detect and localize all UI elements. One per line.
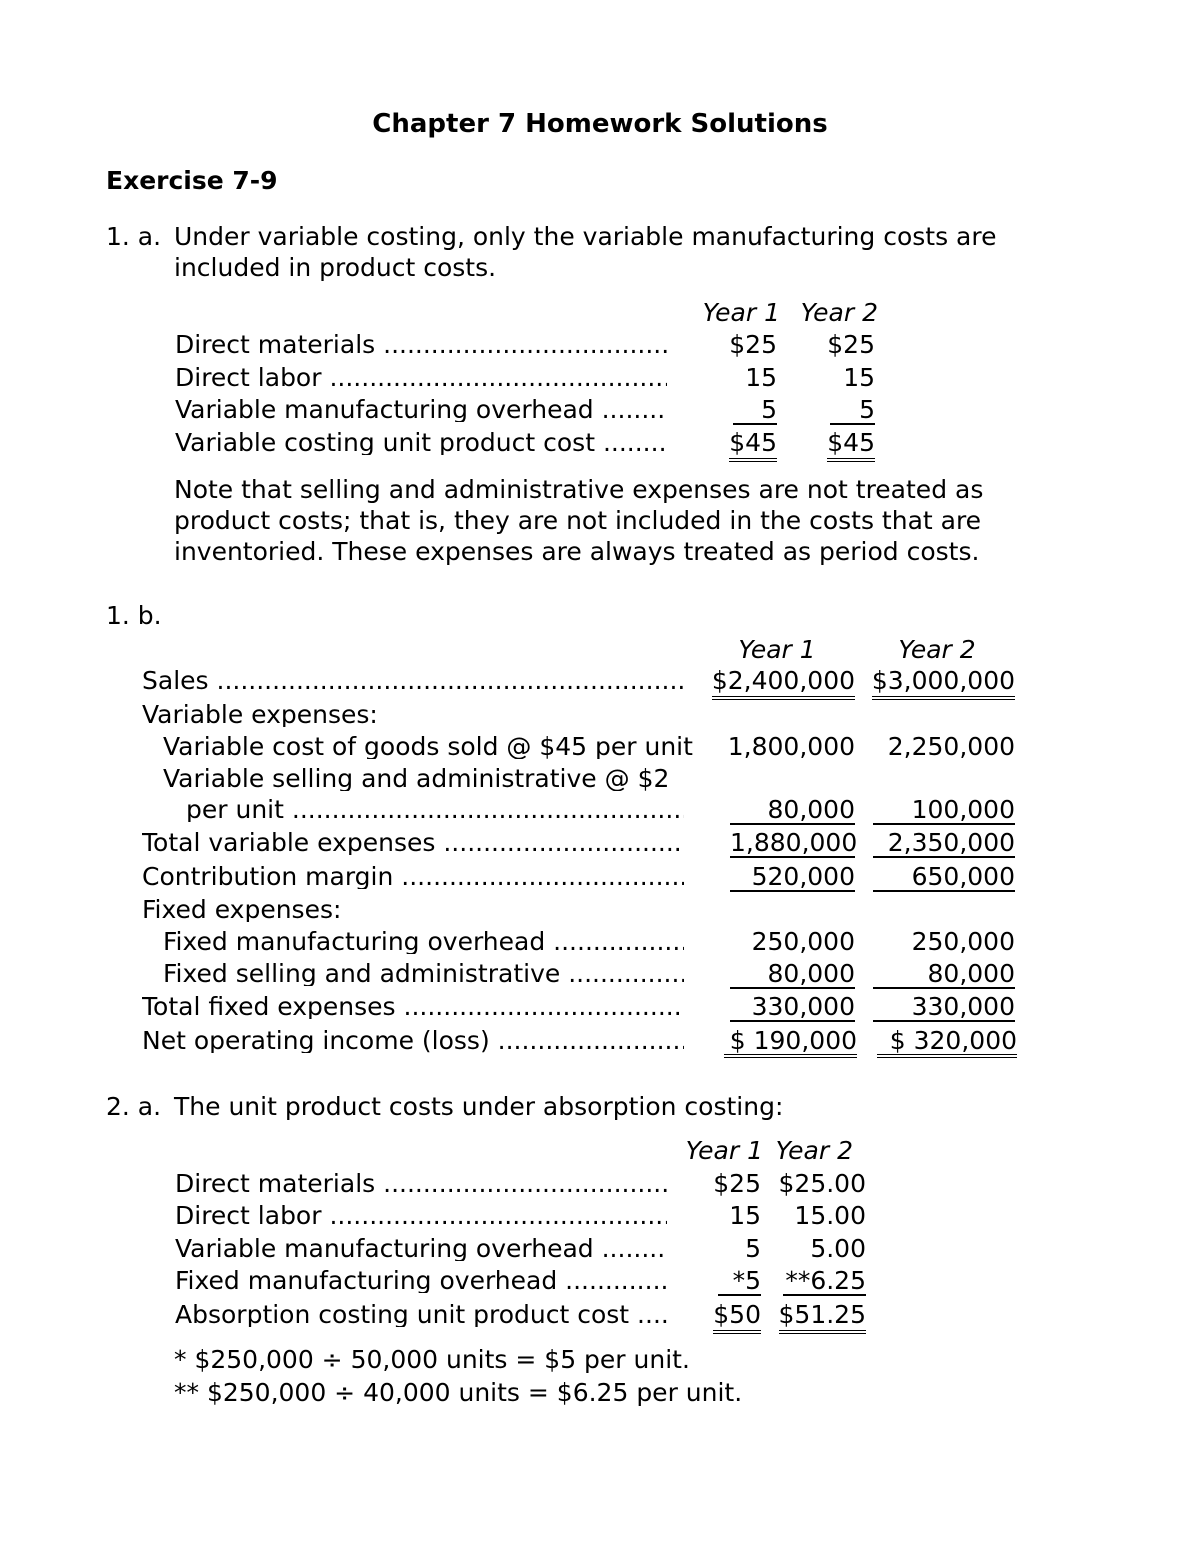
table-row <box>0 1171 1200 1201</box>
row-year1: 15 <box>729 1201 761 1230</box>
row-year2: 330,000 <box>873 994 1015 1022</box>
row-label: Variable selling and administrative @ $2 <box>163 766 670 791</box>
row-year2: 5 <box>830 397 875 425</box>
row-year1: $50 <box>680 1302 761 1327</box>
row-year2: 100,000 <box>873 797 1015 825</box>
table-row <box>0 1203 1200 1233</box>
table-row <box>0 397 1200 427</box>
table-row <box>0 929 1200 959</box>
row-label: Absorption costing unit product cost ..... <box>175 1302 667 1327</box>
row-year1: 1,880,000 <box>730 828 858 857</box>
part-1a-note-line3: inventoried. These expenses are always treated as period costs. <box>174 537 980 566</box>
part-1a-label: 1. a. <box>106 222 162 251</box>
row-year2: 2,250,000 <box>887 732 1015 761</box>
row-year1: 80,000 <box>730 961 855 989</box>
row-year2: 650,000 <box>873 864 1015 892</box>
page-title: Chapter 7 Homework Solutions <box>372 109 828 139</box>
row-label: per unit ..... <box>186 797 684 822</box>
exercise-heading: Exercise 7-9 <box>106 166 278 195</box>
part-1b-label: 1. b. <box>106 601 162 630</box>
row-label: Variable manufacturing overhead ..... <box>175 397 667 422</box>
part-1a-note-line1: Note that selling and administrative expenses are not treated as <box>174 475 984 504</box>
table-row <box>0 897 1200 927</box>
row-label: Variable costing unit product cost ..... <box>175 430 667 455</box>
row-label: Variable manufacturing overhead ..... <box>175 1236 667 1261</box>
table-row <box>0 1236 1200 1266</box>
row-label: Variable expenses: <box>142 702 378 727</box>
row-label: Total fixed expenses ..... <box>142 994 684 1019</box>
part-2a-header-year2: Year 2 <box>775 1136 853 1165</box>
part-2a-label: 2. a. <box>106 1092 162 1121</box>
row-year2: 2,350,000 <box>873 830 1015 858</box>
table-row <box>0 797 1200 827</box>
row-label: Fixed expenses: <box>142 897 342 922</box>
row-year1: $2,400,000 <box>700 668 855 693</box>
part-1a-intro-line1: Under variable costing, only the variable manufacturing costs are <box>174 222 997 251</box>
row-label: Direct labor ..... <box>175 365 667 390</box>
row-label: Direct materials ..... <box>175 1171 667 1196</box>
row-year2: 80,000 <box>873 961 1015 989</box>
part-1a-header-year1: Year 1 <box>702 298 780 327</box>
row-year2: $ 320,000 <box>877 1028 1017 1058</box>
row-year1: $25 <box>729 330 777 359</box>
row-year1: 5 <box>745 1234 761 1263</box>
part-2a-footnote1: * $250,000 ÷ 50,000 units = $5 per unit. <box>174 1345 690 1374</box>
row-year2: $51.25 <box>770 1302 866 1327</box>
table-row <box>0 1268 1200 1298</box>
row-label: Total variable expenses ..... <box>142 830 684 855</box>
row-year1: 250,000 <box>751 927 855 956</box>
row-year2: $25 <box>827 330 875 359</box>
table-row <box>0 994 1200 1024</box>
row-label: Direct materials ..... <box>175 332 667 357</box>
part-2a-intro: The unit product costs under absorption costing: <box>174 1092 784 1121</box>
row-year1: 15 <box>745 363 777 392</box>
part-1a-note-line2: product costs; that is, they are not included in the costs that are <box>174 506 982 535</box>
table-row <box>0 766 1200 796</box>
part-1a-intro-line2: included in product costs. <box>174 253 497 282</box>
row-label: Contribution margin ..... <box>142 864 684 889</box>
row-year2: $25.00 <box>778 1169 866 1198</box>
row-year2: 5.00 <box>810 1234 866 1263</box>
row-year2: 250,000 <box>911 927 1015 956</box>
table-row <box>0 430 1200 460</box>
table-row <box>0 365 1200 395</box>
table-row <box>0 864 1200 894</box>
part-1b-header-year1: Year 1 <box>738 635 816 664</box>
row-label: Fixed manufacturing overhead ..... <box>163 929 684 954</box>
row-year2: $3,000,000 <box>860 668 1015 693</box>
row-label: Variable cost of goods sold @ $45 per unit <box>163 734 693 759</box>
row-year2: **6.25 <box>783 1268 866 1296</box>
row-label: Fixed manufacturing overhead ..... <box>175 1268 667 1293</box>
row-label: Sales ..... <box>142 668 684 693</box>
row-year1: 80,000 <box>730 797 855 825</box>
table-row <box>0 332 1200 362</box>
row-year1: *5 <box>718 1268 761 1296</box>
table-row <box>0 961 1200 991</box>
row-year1: 1,800,000 <box>727 732 855 761</box>
row-year1: $25 <box>713 1169 761 1198</box>
row-year1: $ 190,000 <box>724 1028 857 1058</box>
row-label: Fixed selling and administrative ..... <box>163 961 684 986</box>
row-year1: 330,000 <box>730 994 855 1022</box>
part-1a-header-year2: Year 2 <box>800 298 878 327</box>
part-1b-header-year2: Year 2 <box>898 635 976 664</box>
table-row <box>0 1302 1200 1332</box>
table-row <box>0 830 1200 860</box>
part-2a-footnote2: ** $250,000 ÷ 40,000 units = $6.25 per unit. <box>174 1378 743 1407</box>
row-year2: $45 <box>778 430 875 455</box>
row-year2: 15 <box>843 363 875 392</box>
row-year1: $45 <box>680 430 777 455</box>
part-2a-header-year1: Year 1 <box>685 1136 763 1165</box>
row-year2: 15.00 <box>794 1201 866 1230</box>
table-row <box>0 1028 1200 1058</box>
row-year1: 5 <box>733 397 777 425</box>
table-row <box>0 734 1200 764</box>
row-label: Direct labor ..... <box>175 1203 667 1228</box>
row-year1: 520,000 <box>730 864 855 892</box>
row-label: Net operating income (loss) ..... <box>142 1028 684 1053</box>
table-row <box>0 702 1200 732</box>
table-row <box>0 668 1200 698</box>
